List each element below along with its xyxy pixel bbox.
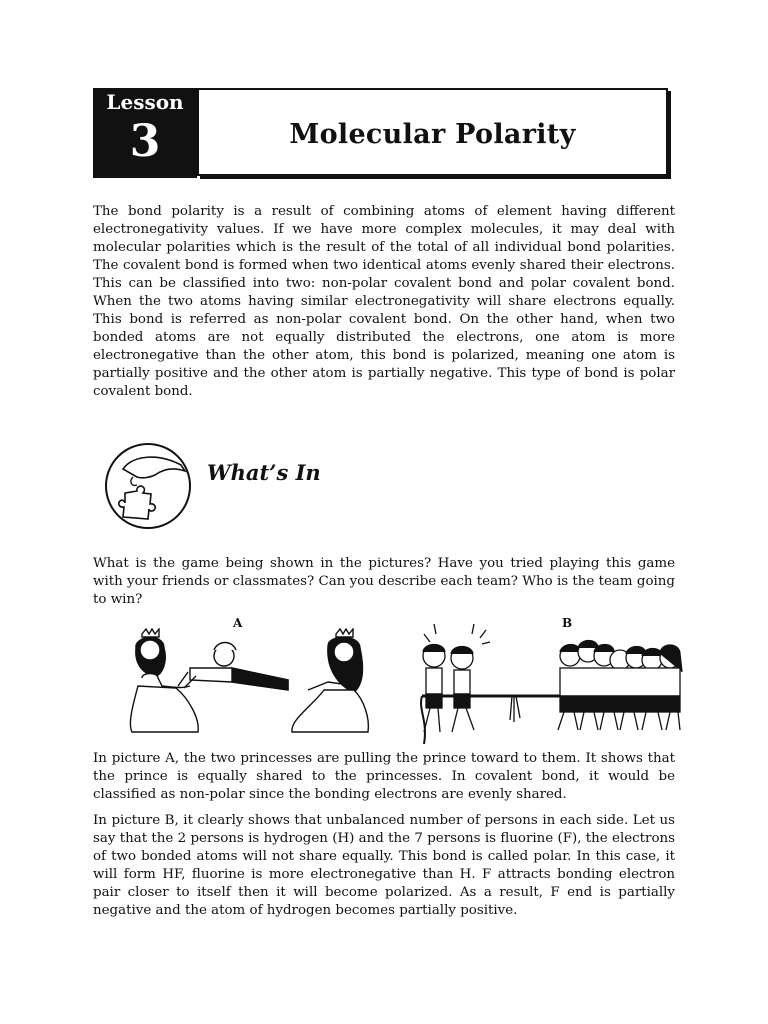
section-title-whats-in: What’s In <box>207 460 321 485</box>
title-frame <box>197 88 668 176</box>
picture-b-tug-of-war-teams <box>414 620 686 748</box>
intro-paragraph: The bond polarity is a result of combining atoms of element having different electronegativity values. If we have more complex molecules, it may deal with molecular polarities which is the result of the total of all individual bond polarities. The covalent bond is formed when two identical atoms evenly shared their electrons. This can be classified into two: non-polar covalent bond and polar covalent bond. When the two atoms having similar electronegativity will share electrons equally. This bond is referred as non-polar covalent bond. On the other hand, when two bonded atoms are not equally distributed the electrons, one atom is more electronegative than the other atom, this bond is polarized, meaning one atom is partially positive and the other atom is partially negative. This type of bond is polar covalent bond. <box>93 204 675 399</box>
puzzle-hand-icon <box>103 441 193 531</box>
whats-in-question: What is the game being shown in the pictures? Have you tried playing this game with your friends or classmates? Can you describe each team? Who is the team going to win? <box>93 556 675 607</box>
picture-a-tug-of-war-princesses <box>128 628 378 736</box>
picture-b-label: B <box>562 616 573 630</box>
explanation-picture-b: In picture B, it clearly shows that unbalanced number of persons in each side. Let us say that the 2 persons is hydrogen (H) and the 7 persons is fluorine (F), the electrons of two bonded atoms will not share equally. This bond is called polar. In this case, it will form HF, fluorine is more electronegative than H. F attracts bonding electron pair closer to itself then it will become polarized. As a result, F end is partially negative and the atom of hydrogen becomes partially positive. <box>93 813 675 918</box>
lesson-label: Lesson <box>106 90 184 114</box>
lesson-number: 3 <box>129 116 161 167</box>
lesson-badge <box>93 88 197 178</box>
picture-a-label: A <box>233 616 243 630</box>
explanation-picture-a: In picture A, the two princesses are pulling the prince toward to them. It shows that the prince is equally shared to the princesses. In covalent bond, it would be classified as non-polar since the bonding electrons are evenly shared. <box>93 751 675 802</box>
page-title: Molecular Polarity <box>289 119 576 150</box>
